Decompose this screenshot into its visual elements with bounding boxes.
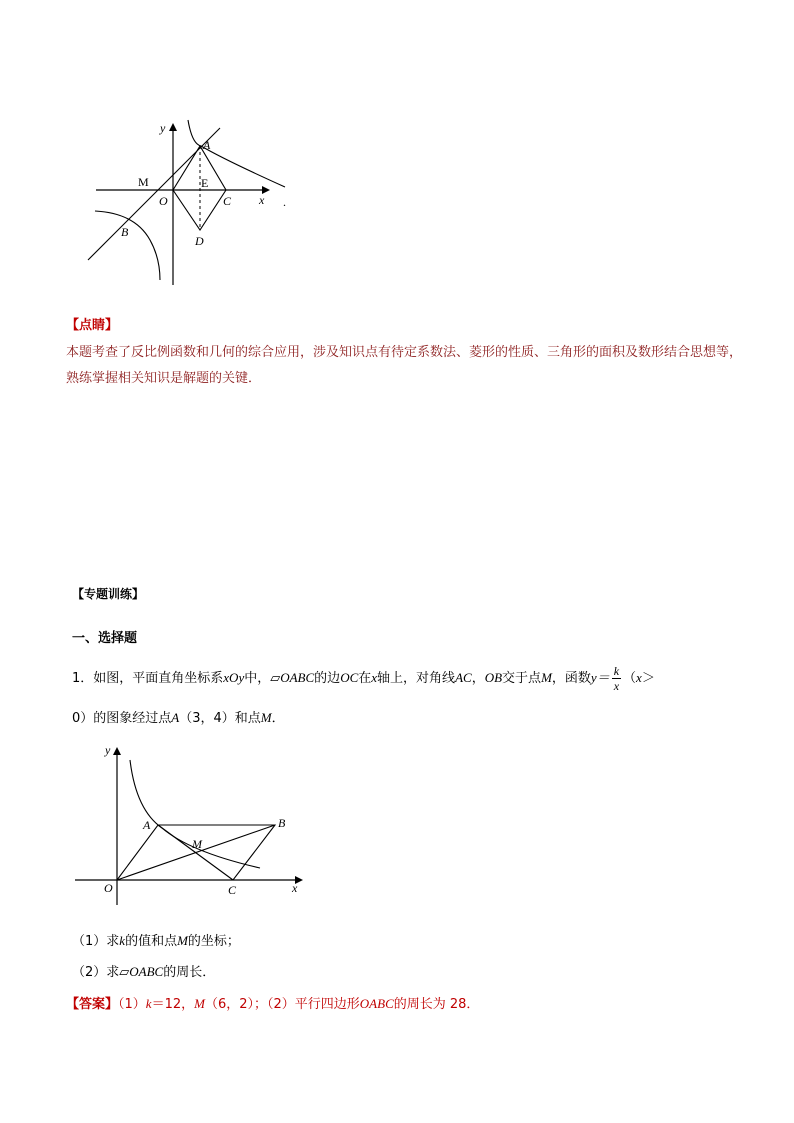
label-C: C bbox=[228, 883, 237, 897]
q1-oc: OC bbox=[340, 670, 359, 685]
subquestion-2 bbox=[72, 961, 215, 980]
q1-text-e: 轴上，对角线 bbox=[377, 671, 456, 686]
q1-text-c: 的边 bbox=[314, 671, 341, 686]
answer-m-value: （6，2）；（2）平行四边形 bbox=[204, 997, 360, 1012]
q1-line2-c: ． bbox=[271, 711, 285, 726]
label-C: C bbox=[223, 194, 232, 208]
figure-rhombus-hyperbola bbox=[80, 110, 300, 290]
answer-oabc: OABC bbox=[359, 996, 394, 1011]
trailing-period: . bbox=[283, 195, 286, 209]
q1-y-eq: y＝ bbox=[590, 670, 610, 685]
label-D: D bbox=[195, 234, 204, 248]
figure-2-svg bbox=[70, 740, 310, 910]
label-x: x bbox=[259, 193, 265, 207]
answer-k-value: ＝12， bbox=[151, 997, 195, 1012]
q1-x2: x bbox=[636, 670, 642, 685]
sq1-a: （1）求 bbox=[72, 934, 120, 949]
training-heading: 【专题训练】 bbox=[72, 587, 145, 601]
diagonal-AC bbox=[158, 825, 233, 880]
fraction-numerator: k bbox=[613, 664, 620, 678]
q1-m: M bbox=[541, 670, 552, 685]
answer-tail: 的周长为 28． bbox=[393, 997, 480, 1012]
q1-point-m: M bbox=[260, 710, 272, 725]
q1-line2-b: （3，4）和点 bbox=[179, 711, 261, 726]
q1-ac: AC bbox=[455, 670, 472, 685]
q1-text-h: （ bbox=[623, 671, 637, 686]
q1-comma: ， bbox=[471, 671, 485, 686]
q1-text-i: ＞ bbox=[641, 671, 655, 686]
sq1-k: k bbox=[119, 933, 126, 948]
q1-text-b: 中，▱ bbox=[244, 671, 281, 686]
answer-p1: （1） bbox=[118, 997, 146, 1012]
hyperbola-lower-branch bbox=[95, 211, 160, 280]
question-1-line-2 bbox=[72, 707, 285, 726]
section-heading: 一、选择题 bbox=[72, 631, 138, 646]
sq1-c: 的坐标； bbox=[187, 934, 240, 949]
sq2-a: （2）求▱ bbox=[72, 965, 130, 980]
q1-point-a: A bbox=[171, 710, 180, 725]
label-M: M bbox=[192, 837, 202, 851]
q1-oabc: OABC bbox=[280, 670, 315, 685]
label-A: A bbox=[143, 818, 151, 832]
q1-text-f: 交于点 bbox=[502, 671, 542, 686]
label-B: B bbox=[278, 816, 286, 830]
q1-x: x bbox=[371, 670, 378, 685]
fraction-k-over-x bbox=[612, 664, 621, 693]
subquestion-1 bbox=[72, 930, 240, 949]
dianjing-heading: 【点睛】 bbox=[66, 318, 119, 333]
q1-xoy: xOy bbox=[223, 670, 245, 685]
label-E: E bbox=[201, 176, 209, 190]
figure-parallelogram-hyperbola bbox=[70, 740, 310, 910]
label-O: O bbox=[159, 194, 168, 208]
label-B: B bbox=[121, 225, 129, 239]
sq1-m: M bbox=[177, 933, 188, 948]
answer-line bbox=[66, 993, 479, 1012]
q1-text-a: 1．如图，平面直角坐标系 bbox=[72, 671, 224, 686]
label-M: M bbox=[138, 175, 149, 189]
answer-k: k bbox=[145, 996, 152, 1011]
dianjing-body: 本题考查了反比例函数和几何的综合应用，涉及知识点有待定系数法、菱形的性质、三角形的面积及数形结合思想等，熟练掌握相关知识是解题的关键． bbox=[66, 345, 743, 386]
fraction-denominator: x bbox=[613, 679, 620, 693]
figure-1-svg bbox=[80, 110, 300, 290]
label-y: y bbox=[160, 121, 166, 135]
answer-heading: 【答案】 bbox=[66, 997, 119, 1012]
label-y: y bbox=[105, 743, 111, 757]
sq2-b: 的周长． bbox=[163, 965, 216, 980]
sq1-b: 的值和点 bbox=[125, 934, 178, 949]
q1-ob: OB bbox=[484, 670, 503, 685]
q1-line2-a: 0）的图象经过点 bbox=[72, 711, 172, 726]
q1-text-g: ，函数 bbox=[551, 671, 591, 686]
sq2-oabc: OABC bbox=[129, 964, 164, 979]
y-axis-arrow bbox=[113, 747, 121, 755]
label-x: x bbox=[292, 881, 298, 895]
label-A: A bbox=[203, 138, 211, 152]
question-1-line-1 bbox=[72, 664, 655, 693]
y-axis-arrow bbox=[169, 123, 177, 131]
q1-text-d: 在 bbox=[358, 671, 372, 686]
label-O: O bbox=[104, 881, 113, 895]
answer-m: M bbox=[194, 996, 205, 1011]
